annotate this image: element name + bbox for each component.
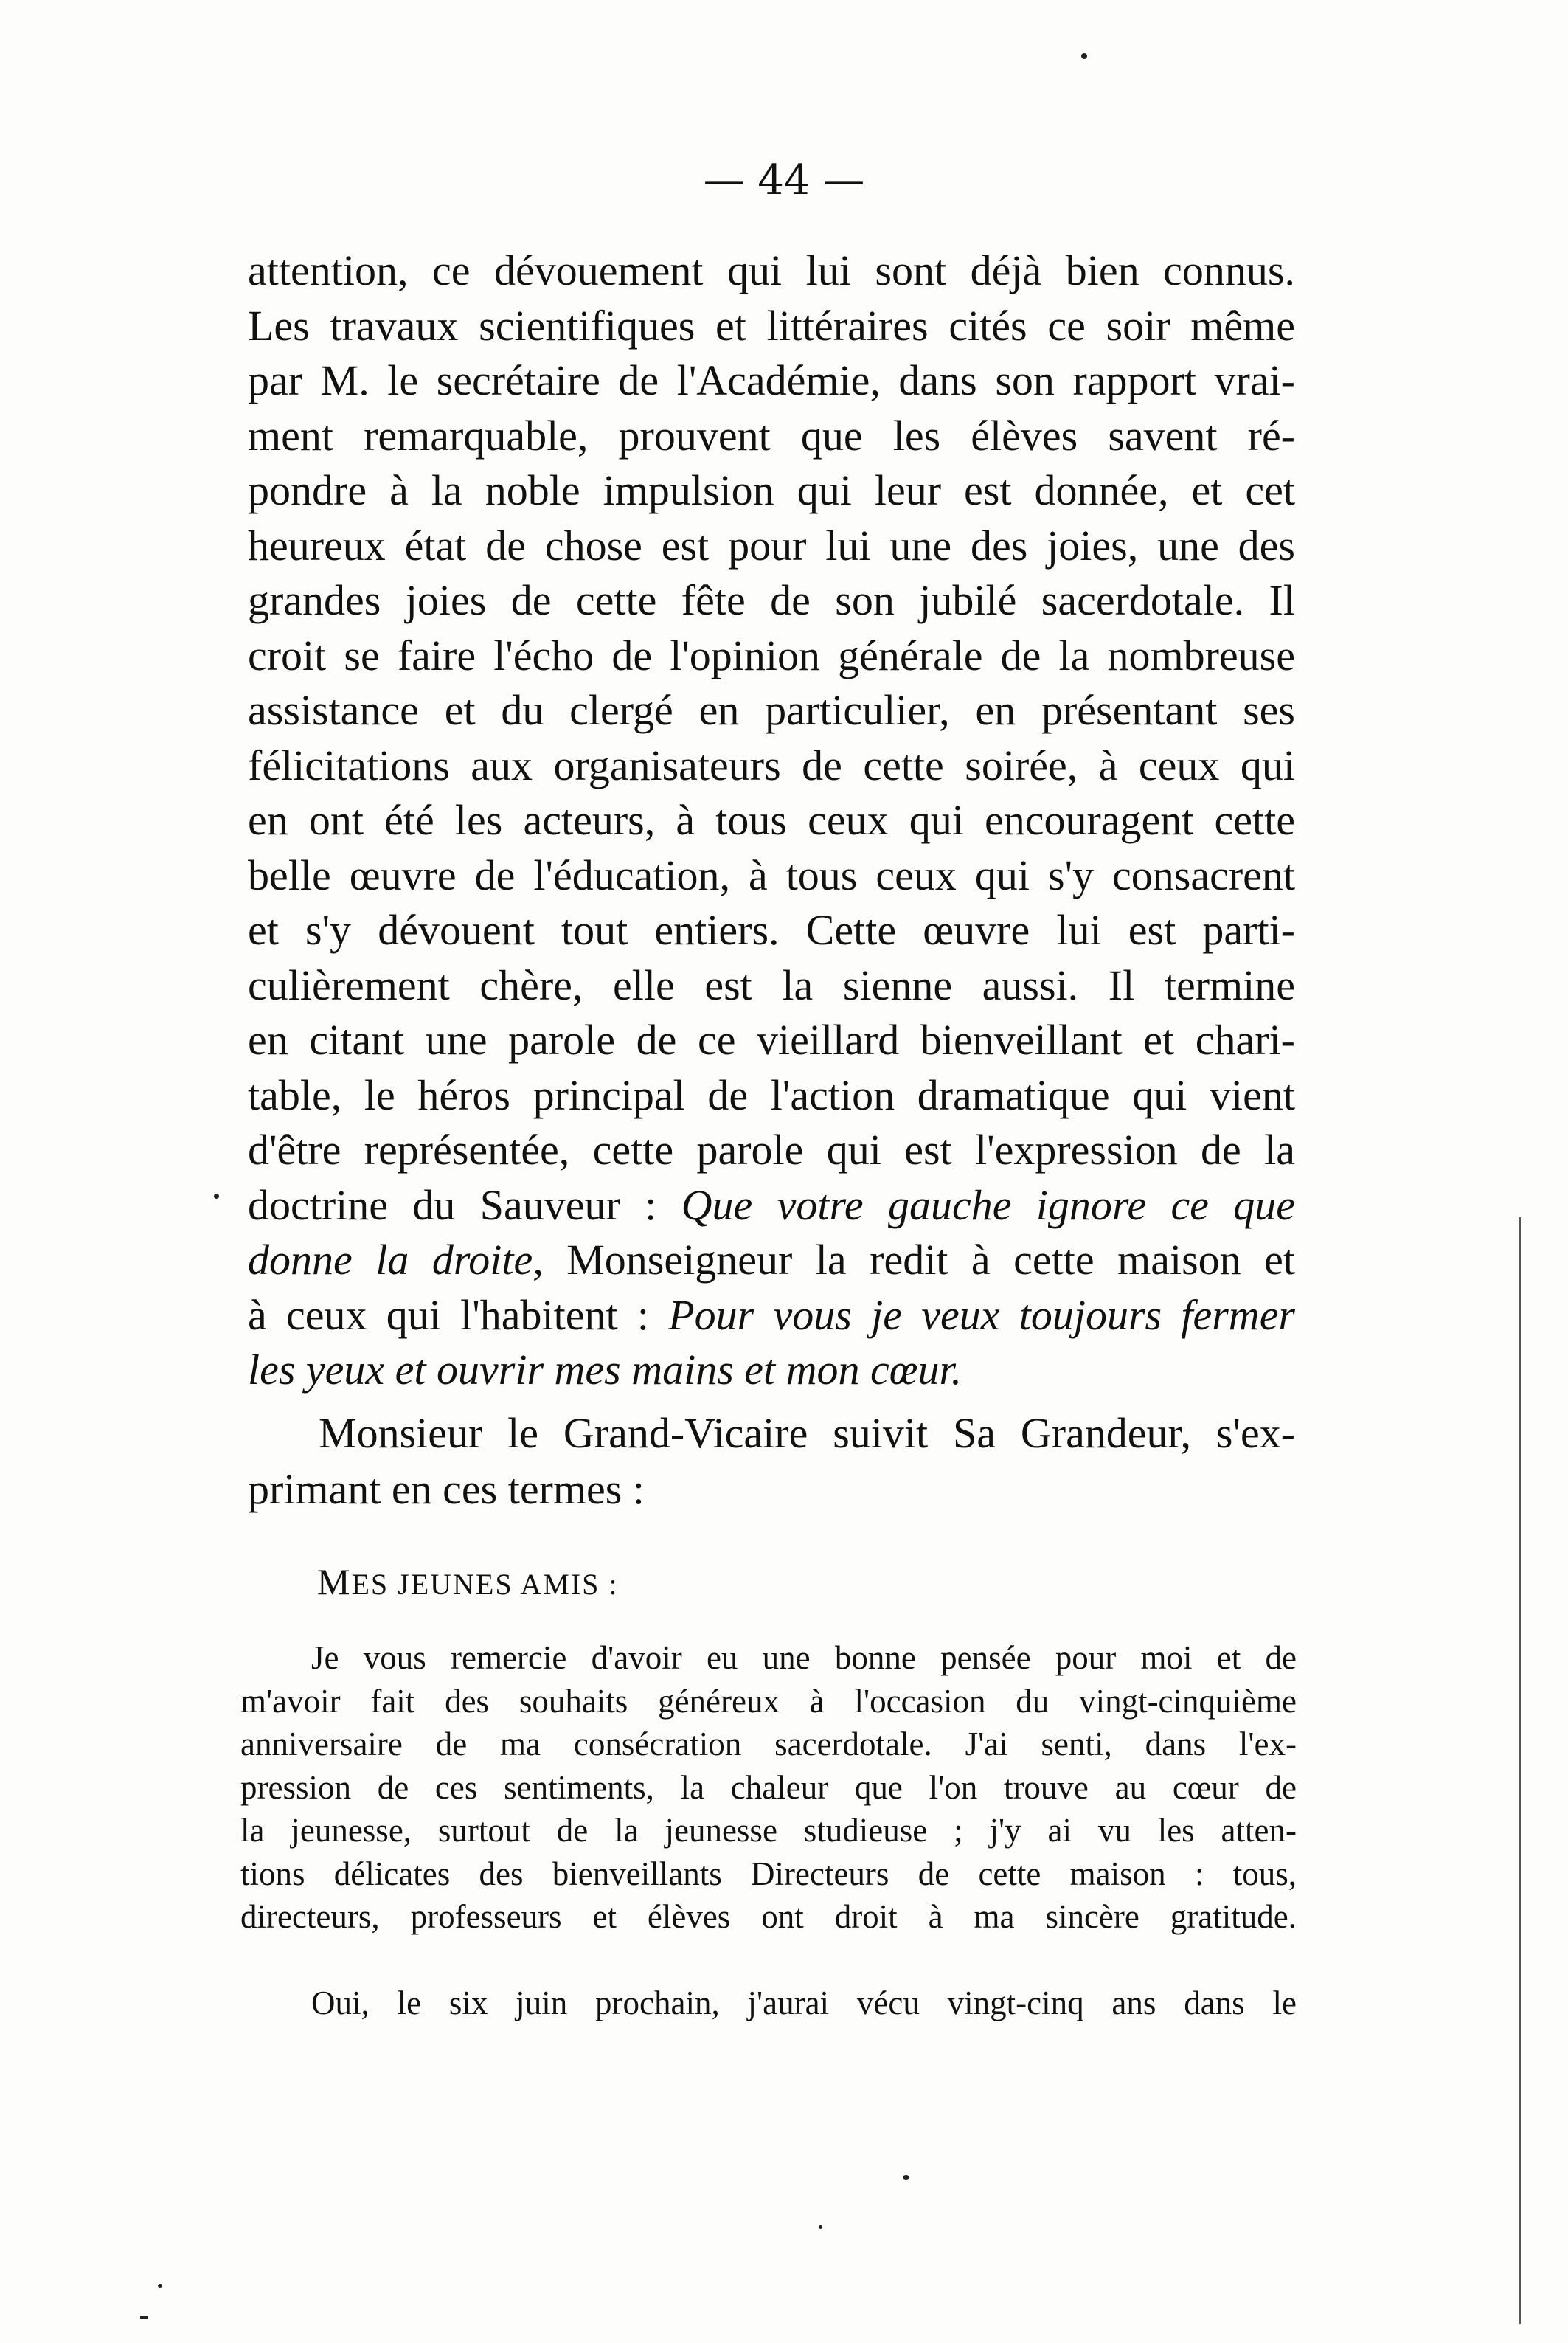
text-run: doctrine du Sauveur : (248, 1180, 657, 1229)
text-line: par M. le secrétaire de l'Académie, dans son rapport vrai- (248, 356, 1295, 404)
scan-speck (903, 2175, 909, 2180)
text-line: croit se faire l'écho de l'opinion générale de la nombreuse (248, 631, 1295, 679)
salutation-initial: M (317, 1561, 352, 1602)
italic-quote: Que votre gauche ignore ce que (681, 1180, 1296, 1229)
paragraph-grand-vicaire (248, 1405, 1295, 1517)
text-line-italic (248, 1343, 1295, 1398)
text-line: Monsieur le Grand-Vicaire suivit Sa Grandeur, s'ex- (319, 1409, 1295, 1457)
text-line: en citant une parole de ce vieillard bienveillant et chari- (248, 1016, 1295, 1064)
text-line: primant en ces termes : (248, 1465, 645, 1513)
text-line: Les travaux scientifiques et littéraires cités ce soir même (248, 301, 1295, 350)
text-run: Monseigneur la redit à cette maison et (566, 1236, 1295, 1284)
text-line: attention, ce dévouement qui lui sont déjà bien connus. (248, 246, 1295, 294)
text-line: belle œuvre de l'éducation, à tous ceux qui s'y consacrent (248, 851, 1295, 899)
scan-speck (1081, 53, 1087, 59)
letter-line: directeurs, professeurs et élèves ont droit à ma sincère gratitude. (240, 1898, 1297, 1935)
letter-line: la jeunesse, surtout de la jeunesse studieuse ; j'y ai vu les atten- (240, 1812, 1297, 1849)
text-line: table, le héros principal de l'action dramatique qui vient (248, 1070, 1295, 1119)
letter-line: Oui, le six juin prochain, j'aurai vécu vingt-cinq ans dans le (311, 1984, 1297, 2021)
letter-line: pression de ces sentiments, la chaleur que l'on trouve au cœur de (240, 1768, 1297, 1806)
letter-line: Je vous remercie d'avoir eu une bonne pensée pour moi et de (311, 1639, 1297, 1676)
letter-paragraph (240, 1982, 1297, 2024)
italic-quote: les yeux et ouvrir mes mains et mon cœur. (248, 1346, 962, 1394)
letter-line: tions délicates des bienveillants Directeurs de cette maison : tous, (240, 1855, 1297, 1892)
text-run: à ceux qui l'habitent : (248, 1290, 649, 1339)
text-line: ment remarquable, prouvent que les élèves savent ré- (248, 411, 1295, 460)
italic-quote: donne la droite, (248, 1236, 544, 1284)
text-line-mixed (248, 1178, 1295, 1233)
text-line-mixed (248, 1288, 1295, 1343)
text-line: et s'y dévouent tout entiers. Cette œuvre lui est parti- (248, 906, 1295, 954)
text-line: heureux état de chose est pour lui une des joies, une des (248, 521, 1295, 570)
scan-speck (140, 2316, 148, 2319)
text-line-mixed (248, 1233, 1295, 1288)
text-line: culièrement chère, elle est la sienne aussi. Il termine (248, 961, 1295, 1009)
scan-speck (158, 2284, 162, 2288)
text-line: félicitations aux organisateurs de cette soirée, à ceux qui (248, 741, 1295, 789)
salutation-rest: ES JEUNES AMIS : (351, 1568, 619, 1601)
text-line: en ont été les acteurs, à tous ceux qui encouragent cette (248, 796, 1295, 844)
page-number: — 44 — (703, 156, 865, 204)
scan-speck (819, 2225, 822, 2229)
letter-paragraph (240, 1636, 1297, 1939)
scan-edge-line (1519, 1217, 1521, 2324)
italic-quote: Pour vous je veux toujours fermer (668, 1290, 1296, 1339)
text-line: d'être représentée, cette parole qui est l'expression de la (248, 1126, 1295, 1174)
text-line: assistance et du clergé en particulier, en présentant ses (248, 686, 1295, 734)
scan-speck (214, 1194, 219, 1199)
salutation (317, 1560, 619, 1603)
letter-line: anniversaire de ma consécration sacerdotale. J'ai senti, dans l'ex- (240, 1726, 1297, 1762)
paragraph-main (248, 243, 1295, 1398)
text-line: grandes joies de cette fête de son jubilé sacerdotale. Il (248, 576, 1295, 624)
text-line: pondre à la noble impulsion qui leur est donnée, et cet (248, 466, 1295, 514)
letter-line: m'avoir fait des souhaits généreux à l'occasion du vingt-cinquième (240, 1682, 1297, 1720)
